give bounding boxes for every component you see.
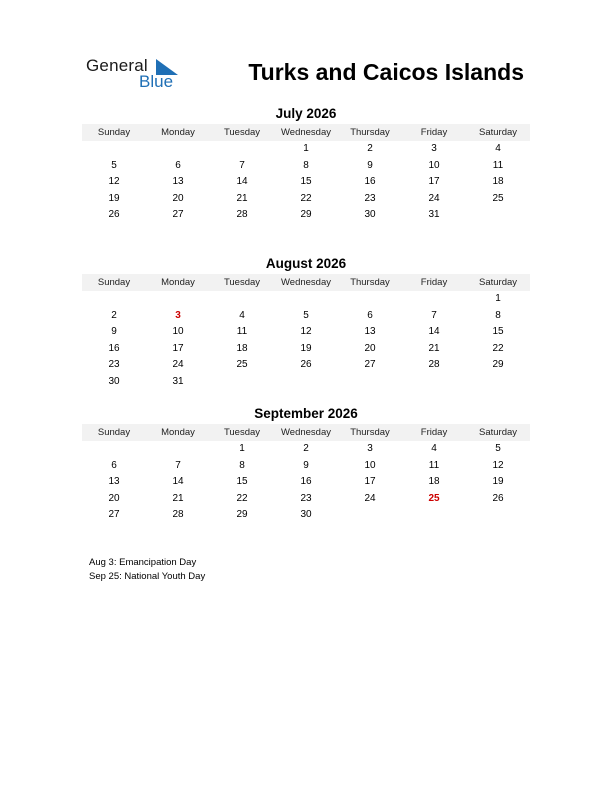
day-cell: 17 [364,476,376,488]
day-cell: 23 [300,492,312,504]
week-row [82,507,530,524]
holiday-notes [89,556,205,584]
week-row [82,308,530,325]
week-row [82,357,530,374]
day-cell: 28 [428,359,440,371]
weekday-label: Saturday [478,427,518,438]
day-cell: 15 [236,476,248,488]
day-cell: 30 [364,209,376,221]
day-cell: 20 [172,192,184,204]
day-cell: 1 [239,443,245,454]
weekday-label: Monday [161,277,195,288]
day-cell [146,291,210,308]
day-cell: 9 [111,326,117,338]
logo-text-general: General [86,56,148,75]
day-cell: 25 [428,492,440,504]
week-row [82,324,530,341]
day-cell: 6 [367,309,373,321]
day-cell: 7 [175,459,181,471]
day-cell: 8 [495,309,501,321]
page-title: Turks and Caicos Islands [248,59,524,85]
day-cell: 28 [236,209,248,221]
day-cell: 27 [172,209,184,221]
day-cell: 11 [236,326,248,338]
day-cell: 18 [492,176,504,188]
day-cell: 5 [111,159,117,171]
day-cell: 27 [108,509,120,521]
day-cell [402,291,466,308]
day-cell: 3 [367,443,373,454]
weekday-label: Monday [161,427,195,438]
weekday-label: Tuesday [223,427,261,438]
day-cell: 12 [108,176,120,188]
day-cell: 30 [300,509,312,521]
day-cell [274,291,338,308]
weekday-label: Sunday [97,427,131,438]
weekday-label: Wednesday [281,427,331,438]
day-cell: 19 [492,476,504,488]
day-cell: 4 [431,443,437,454]
day-cell: 22 [236,492,248,504]
day-cell: 21 [236,192,248,204]
month-title: September 2026 [254,406,358,421]
week-row [82,291,530,308]
day-cell: 29 [300,209,312,221]
day-cell: 2 [367,143,373,154]
day-cell: 31 [172,375,184,387]
month-september [82,405,530,524]
weekday-label: Sunday [97,277,131,288]
day-cell: 26 [300,359,312,371]
day-cell: 6 [111,459,117,471]
day-cell [210,374,274,391]
day-cell: 1 [303,143,309,154]
day-cell [338,374,402,391]
day-cell: 12 [492,459,504,471]
weekday-label: Thursday [350,427,390,438]
day-cell: 16 [108,342,120,354]
weekday-label: Monday [161,127,195,138]
day-cell: 14 [428,326,440,338]
day-cell: 24 [428,192,440,204]
week-row [82,374,530,391]
day-cell: 31 [428,209,440,221]
week-row [82,491,530,508]
weekday-label: Friday [420,427,448,438]
day-cell: 20 [108,492,120,504]
week-row [82,207,530,224]
day-cell: 30 [108,375,120,387]
day-cell: 25 [492,192,504,204]
day-cell: 2 [303,443,309,454]
weekday-label: Saturday [478,277,518,288]
day-cell: 7 [431,309,437,321]
month-august [82,255,530,391]
day-cell: 22 [300,192,312,204]
day-cell: 20 [364,342,376,354]
week-row [82,191,530,208]
weekday-header [82,274,530,291]
day-cell: 19 [300,342,312,354]
month-grid [82,291,530,391]
day-cell: 19 [108,192,120,204]
weekday-label: Sunday [97,127,131,138]
day-cell: 10 [428,159,440,171]
day-cell [466,207,530,224]
day-cell: 16 [300,476,312,488]
month-title: July 2026 [275,106,337,121]
day-cell [466,374,530,391]
day-cell [274,374,338,391]
generalblue-logo [86,56,186,92]
day-cell: 23 [364,192,376,204]
day-cell: 16 [364,176,376,188]
weekday-label: Tuesday [223,127,261,138]
day-cell: 7 [239,159,245,171]
week-row [82,158,530,175]
day-cell: 18 [428,476,440,488]
day-cell [82,141,146,158]
day-cell: 29 [492,359,504,371]
week-row [82,474,530,491]
week-row [82,141,530,158]
week-row [82,458,530,475]
day-cell [402,374,466,391]
day-cell: 11 [492,159,504,171]
day-cell: 5 [495,443,501,454]
day-cell: 17 [428,176,440,188]
day-cell: 8 [239,459,245,471]
day-cell: 24 [364,492,376,504]
holiday-note: Sep 25: National Youth Day [89,571,206,582]
month-july [82,105,530,224]
day-cell: 13 [364,326,376,338]
day-cell: 9 [367,159,373,171]
day-cell: 26 [492,492,504,504]
day-cell: 17 [172,342,184,354]
day-cell [402,507,466,524]
day-cell [338,507,402,524]
day-cell: 6 [175,159,181,171]
day-cell: 4 [239,309,245,321]
day-cell [146,141,210,158]
month-title: August 2026 [265,256,347,271]
day-cell: 29 [236,509,248,521]
day-cell [82,441,146,458]
day-cell [466,507,530,524]
day-cell: 13 [108,476,120,488]
logo-text-blue: Blue [139,72,174,91]
day-cell: 27 [364,359,376,371]
day-cell: 15 [300,176,312,188]
day-cell: 4 [495,143,501,154]
day-cell: 28 [172,509,184,521]
day-cell: 3 [431,143,437,154]
day-cell [210,141,274,158]
weekday-label: Wednesday [281,127,331,138]
day-cell: 5 [303,309,309,321]
day-cell: 12 [300,326,312,338]
weekday-label: Thursday [350,277,390,288]
day-cell: 8 [303,159,309,171]
day-cell: 14 [236,176,248,188]
weekday-label: Friday [420,127,448,138]
weekday-header [82,124,530,141]
week-row [82,174,530,191]
day-cell: 10 [364,459,376,471]
holiday-note: Aug 3: Emancipation Day [89,557,197,568]
week-row [82,441,530,458]
day-cell: 13 [172,176,184,188]
weekday-label: Tuesday [223,277,261,288]
weekday-label: Wednesday [281,277,331,288]
month-grid [82,441,530,524]
day-cell: 23 [108,359,120,371]
day-cell: 11 [428,459,440,471]
day-cell: 2 [111,309,117,321]
month-grid [82,141,530,224]
day-cell: 14 [172,476,184,488]
day-cell: 1 [495,293,501,304]
day-cell: 26 [108,209,120,221]
week-row [82,341,530,358]
weekday-label: Friday [420,277,448,288]
day-cell [210,291,274,308]
day-cell: 15 [492,326,504,338]
day-cell: 21 [428,342,440,354]
day-cell: 9 [303,459,309,471]
day-cell: 18 [236,342,248,354]
weekday-label: Saturday [478,127,518,138]
day-cell: 25 [236,359,248,371]
weekday-label: Thursday [350,127,390,138]
day-cell: 10 [172,326,184,338]
day-cell [146,441,210,458]
day-cell: 21 [172,492,184,504]
weekday-header [82,424,530,441]
day-cell: 3 [175,309,181,321]
day-cell: 22 [492,342,504,354]
day-cell [82,291,146,308]
day-cell: 24 [172,359,184,371]
day-cell [338,291,402,308]
